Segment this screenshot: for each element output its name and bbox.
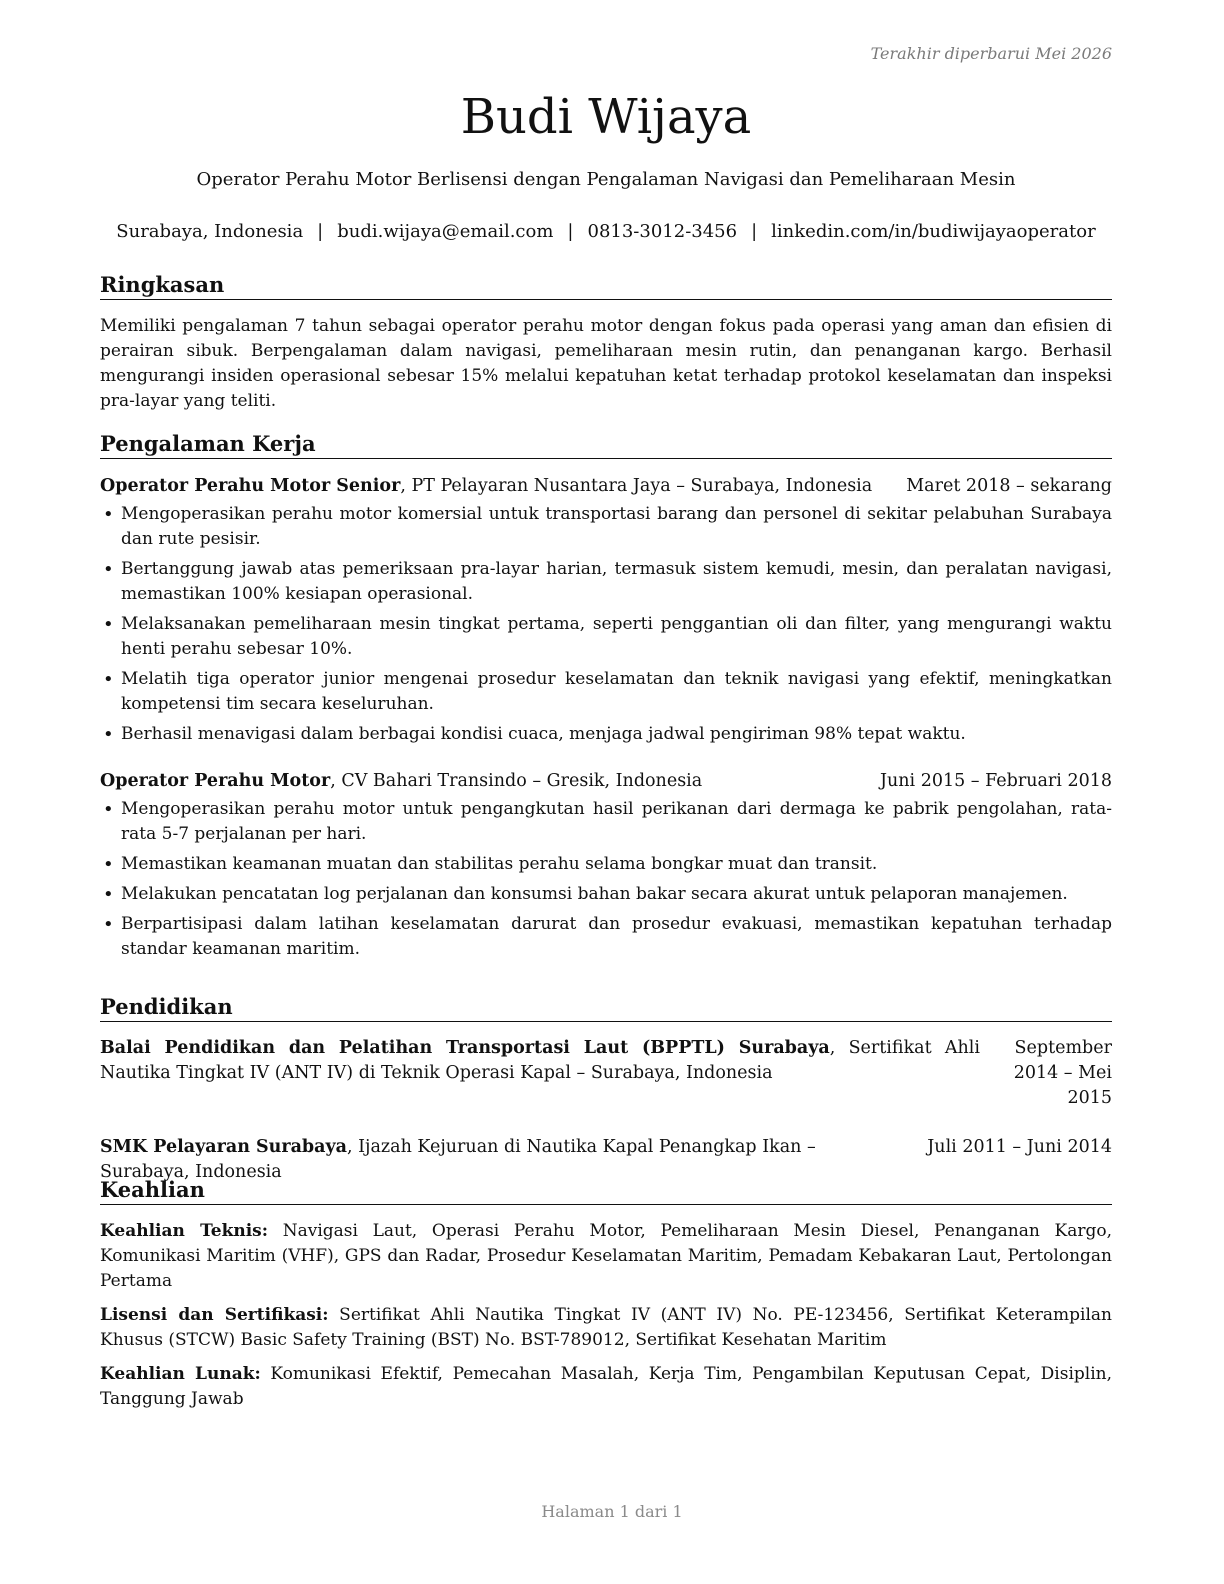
job-role: Operator Perahu Motor Senior bbox=[100, 476, 401, 496]
job-title-line bbox=[100, 769, 702, 793]
job-date: Maret 2018 – sekarang bbox=[906, 476, 1112, 496]
job-bullet: • Mengoperasikan perahu motor untuk pengangkutan hasil perikanan dari dermaga ke pabrik pengolahan, rata-rata 5-7 perjalanan per hari. bbox=[100, 797, 1112, 847]
section-title-summary: Ringkasan bbox=[100, 272, 1112, 300]
contact-location: Surabaya, Indonesia bbox=[116, 221, 304, 242]
job-company: , CV Bahari Transindo – Gresik, Indonesia bbox=[330, 771, 703, 791]
job-header bbox=[100, 769, 1112, 793]
skill-text: Sertifikat Ahli Nautika Tingkat IV (ANT IV) No. PE-123456, Sertifikat Keterampilan Khusus (STCW) Basic Safety Training (BST) No. BST-789012, Sertifikat Kesehatan Maritim bbox=[100, 1305, 1113, 1350]
contact-email[interactable]: budi.wijaya@email.com bbox=[337, 221, 554, 242]
page-number: Halaman 1 dari 1 bbox=[541, 1502, 683, 1521]
last-updated: Terakhir diperbarui Mei 2026 bbox=[870, 44, 1112, 63]
job-bullet: • Bertanggung jawab atas pemeriksaan pra-layar harian, termasuk sistem kemudi, mesin, dan peralatan navigasi, memastikan 100% kesiapan operasional. bbox=[100, 557, 1112, 607]
job-bullets bbox=[100, 502, 1112, 747]
job-bullet: • Melakukan pencatatan log perjalanan dan konsumsi bahan bakar secara akurat untuk pelaporan manajemen. bbox=[100, 882, 1112, 907]
job-entry bbox=[100, 769, 1112, 962]
skill-label: Lisensi dan Sertifikasi: bbox=[100, 1305, 329, 1325]
education-detail: , Sertifikat Ahli Nautika Tingkat IV (ANT IV) di Teknik Operasi Kapal – Surabaya, Indonesia bbox=[100, 1038, 980, 1083]
job-entry bbox=[100, 474, 1112, 747]
education-section bbox=[100, 994, 1112, 1185]
skill-label: Keahlian Teknis: bbox=[100, 1221, 269, 1241]
headline: Operator Perahu Motor Berlisensi dengan Pengalaman Navigasi dan Pemeliharaan Mesin bbox=[196, 169, 1016, 190]
job-bullet: • Melaksanakan pemeliharaan mesin tingkat pertama, seperti penggantian oli dan filter, yang mengurangi waktu henti perahu sebesar 10%. bbox=[100, 612, 1112, 662]
section-title-education: Pendidikan bbox=[100, 994, 1112, 1022]
section-title-skills: Keahlian bbox=[100, 1177, 1112, 1205]
skill-group bbox=[100, 1303, 1112, 1353]
job-header bbox=[100, 474, 1112, 498]
job-bullet: • Berhasil menavigasi dalam berbagai kondisi cuaca, menjaga jadwal pengiriman 98% tepat waktu. bbox=[100, 722, 1112, 747]
contact-separator: | bbox=[567, 221, 574, 242]
job-date: Juni 2015 – Februari 2018 bbox=[879, 771, 1112, 791]
contact-separator: | bbox=[317, 221, 324, 242]
skill-label: Keahlian Lunak: bbox=[100, 1364, 261, 1384]
job-title-line bbox=[100, 474, 872, 498]
job-bullet: • Berpartisipasi dalam latihan keselamatan darurat dan prosedur evakuasi, memastikan kepatuhan terhadap standar keamanan maritim. bbox=[100, 912, 1112, 962]
job-bullet: • Memastikan keamanan muatan dan stabilitas perahu selama bongkar muat dan transit. bbox=[100, 852, 1112, 877]
skill-group bbox=[100, 1219, 1112, 1294]
skills-section bbox=[100, 1177, 1112, 1421]
skill-text: Komunikasi Efektif, Pemecahan Masalah, Kerja Tim, Pengambilan Keputusan Cepat, Disiplin, Tanggung Jawab bbox=[100, 1364, 1112, 1409]
job-bullets bbox=[100, 797, 1112, 962]
job-role: Operator Perahu Motor bbox=[100, 771, 331, 791]
experience-section bbox=[100, 431, 1112, 967]
contact-linkedin[interactable]: linkedin.com/in/budiwijayaoperator bbox=[771, 221, 1096, 242]
summary-section bbox=[100, 272, 1112, 414]
education-date: Juli 2011 – Juni 2014 bbox=[927, 1137, 1112, 1157]
contact-phone: 0813-3012-3456 bbox=[587, 221, 738, 242]
education-school: Balai Pendidikan dan Pelatihan Transportasi Laut (BPPTL) Surabaya bbox=[100, 1038, 830, 1058]
skills-list bbox=[100, 1219, 1112, 1412]
summary-text: Memiliki pengalaman 7 tahun sebagai operator perahu motor dengan fokus pada operasi yang aman dan efisien di perairan sibuk. Berpengalaman dalam navigasi, pemeliharaan mesin rutin, dan penanganan kargo. Berhasil mengurangi insiden operasional sebesar 15% melalui kepatuhan ketat terhadap protokol keselamatan dan inspeksi pra-layar yang teliti. bbox=[100, 316, 1112, 411]
skill-text: Navigasi Laut, Operasi Perahu Motor, Pemeliharaan Mesin Diesel, Penanganan Kargo, Komunikasi Maritim (VHF), GPS dan Radar, Prosedur Keselamatan Maritim, Pemadam Kebakaran Laut, Pertolongan Pertama bbox=[100, 1221, 1112, 1291]
section-title-experience: Pengalaman Kerja bbox=[100, 431, 1112, 459]
job-bullet: • Melatih tiga operator junior mengenai prosedur keselamatan dan teknik navigasi yang efektif, meningkatkan kompetensi tim secara keseluruhan. bbox=[100, 667, 1112, 717]
job-company: , PT Pelayaran Nusantara Jaya – Surabaya, Indonesia bbox=[400, 476, 873, 496]
candidate-name: Budi Wijaya bbox=[460, 89, 752, 145]
skill-group bbox=[100, 1362, 1112, 1412]
contact-line bbox=[100, 220, 1112, 244]
education-date: September 2014 – Mei 2015 bbox=[1013, 1038, 1112, 1108]
education-text bbox=[100, 1036, 980, 1111]
contact-separator: | bbox=[751, 221, 758, 242]
education-detail: , Ijazah Kejuruan di Nautika Kapal Penangkap Ikan – Surabaya, Indonesia bbox=[100, 1137, 816, 1182]
education-entry bbox=[100, 1036, 1112, 1111]
education-school: SMK Pelayaran Surabaya bbox=[100, 1137, 348, 1157]
job-bullet: • Mengoperasikan perahu motor komersial untuk transportasi barang dan personel di sekitar pelabuhan Surabaya dan rute pesisir. bbox=[100, 502, 1112, 552]
